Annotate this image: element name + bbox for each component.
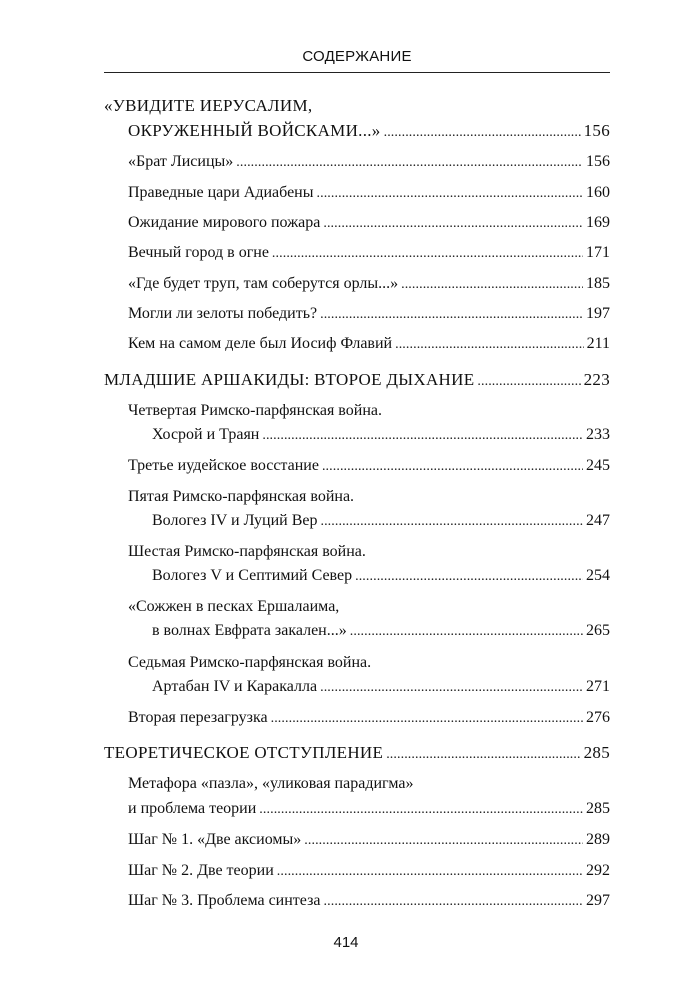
toc-entry-title: Шаг № 3. Проблема синтеза — [128, 892, 321, 909]
toc-entry[interactable] — [128, 891, 610, 912]
toc-entry[interactable] — [128, 334, 610, 355]
toc-entry-title: Вологез V и Септимий Север — [152, 567, 353, 584]
dot-leader — [259, 799, 583, 820]
toc-entry-page: 289 — [586, 831, 610, 848]
toc-entry-title-line: Метафора «пазла», «уликовая парадигма» — [128, 775, 414, 792]
dot-leader — [355, 566, 583, 587]
toc-entry-page: 223 — [583, 370, 610, 389]
toc-entry-title: Третье иудейское восстание — [128, 457, 319, 474]
toc-entry[interactable] — [128, 708, 610, 729]
dot-leader — [386, 743, 580, 765]
toc-entry-page: 285 — [583, 743, 610, 762]
toc-entry-page: 197 — [586, 305, 610, 322]
header-rule — [104, 72, 610, 73]
toc-entry-title: Кем на самом деле был Иосиф Флавий — [128, 335, 393, 352]
toc-entry-page: 265 — [586, 622, 610, 639]
dot-leader — [236, 152, 583, 173]
toc-entry-title: и проблема теории — [128, 800, 257, 817]
dot-leader — [277, 861, 583, 882]
dot-leader — [320, 511, 583, 532]
dot-leader — [320, 677, 583, 698]
dot-leader — [317, 183, 584, 204]
dot-leader — [322, 456, 583, 477]
toc-entry-title: «Где будет труп, там соберутся орлы...» — [128, 275, 399, 292]
toc-entry-title: Праведные цари Адиабены — [128, 184, 314, 201]
toc-entry-title: ОКРУЖЕННЫЙ ВОЙСКАМИ...» — [128, 121, 381, 140]
dot-leader — [401, 274, 583, 295]
toc-section-entry[interactable] — [104, 370, 610, 392]
toc-entry-page: 254 — [586, 567, 610, 584]
toc-entry-page: 185 — [586, 275, 610, 292]
toc-entry-title: Могли ли зелоты победить? — [128, 305, 318, 322]
toc-entry-page: 156 — [583, 121, 610, 140]
toc-entry-title-line: Шестая Римско-парфянская война. — [128, 543, 366, 560]
toc-entry-title: Шаг № 1. «Две аксиомы» — [128, 831, 302, 848]
toc-entry[interactable] — [128, 213, 610, 234]
dot-leader — [320, 304, 583, 325]
toc-entry-title: Ожидание мирового пожара — [128, 214, 321, 231]
toc-entry-title: Шаг № 2. Две теории — [128, 862, 274, 879]
dot-leader — [262, 425, 583, 446]
dot-leader — [395, 334, 584, 355]
toc-entry[interactable] — [152, 677, 610, 698]
toc-entry-page: 211 — [586, 335, 610, 352]
dot-leader — [304, 830, 583, 851]
toc-entry-page: 292 — [586, 862, 610, 879]
toc-entry-title: МЛАДШИЕ АРШАКИДЫ: ВТОРОЕ ДЫХАНИЕ — [104, 370, 475, 389]
toc-entry[interactable] — [128, 274, 610, 295]
toc-section-entry[interactable] — [104, 743, 610, 765]
toc-entry-page: 276 — [586, 709, 610, 726]
toc-entry-page: 171 — [586, 244, 610, 261]
toc-entry-page: 245 — [586, 457, 610, 474]
toc-entry-title: Артабан IV и Каракалла — [152, 678, 318, 695]
toc-entry-title: Вечный город в огне — [128, 244, 269, 261]
toc-entry-page: 297 — [586, 892, 610, 909]
toc-entry[interactable] — [128, 304, 610, 325]
dot-leader — [271, 708, 583, 729]
toc-entry-title-line: Пятая Римско-парфянская война. — [128, 488, 355, 505]
running-header: СОДЕРЖАНИЕ — [302, 48, 412, 65]
page-number: 414 — [333, 934, 359, 951]
toc-entry-page: 285 — [586, 800, 610, 817]
toc-entry-title-line: Четвертая Римско-парфянская война. — [128, 402, 382, 419]
toc-entry[interactable] — [152, 566, 610, 587]
dot-leader — [384, 121, 581, 143]
toc-entry-page: 160 — [586, 184, 610, 201]
toc-entry-title: ТЕОРЕТИЧЕСКОЕ ОТСТУПЛЕНИЕ — [104, 743, 384, 762]
toc-entry-title: Вологез IV и Луций Вер — [152, 512, 318, 529]
dot-leader — [477, 370, 580, 392]
toc-entry-title: Вторая перезагрузка — [128, 709, 268, 726]
toc-entry[interactable] — [128, 152, 610, 173]
dot-leader — [323, 213, 583, 234]
toc-entry-title-line: Седьмая Римско-парфянская война. — [128, 654, 372, 671]
toc-entry-page: 156 — [586, 153, 610, 170]
toc-entry[interactable] — [128, 830, 610, 851]
toc-entry-page: 233 — [586, 426, 610, 443]
toc-entry-title: Хосрой и Траян — [152, 426, 260, 443]
toc-section-title-line: «УВИДИТЕ ИЕРУСАЛИМ, — [104, 96, 313, 115]
toc-entry-page: 247 — [586, 512, 610, 529]
toc-entry[interactable] — [128, 799, 610, 820]
toc-entry[interactable] — [152, 621, 610, 642]
toc-entry[interactable] — [128, 243, 610, 264]
toc-entry-title: «Брат Лисицы» — [128, 153, 234, 170]
toc-section-entry[interactable] — [128, 121, 610, 143]
dot-leader — [350, 621, 583, 642]
toc-entry-title-line: «Сожжен в песках Ершалаима, — [128, 598, 340, 615]
toc-entry[interactable] — [128, 183, 610, 204]
toc-entry[interactable] — [152, 511, 610, 532]
toc-entry-page: 169 — [586, 214, 610, 231]
toc-entry-title: в волнах Евфрата закален...» — [152, 622, 347, 639]
toc-entry[interactable] — [152, 425, 610, 446]
dot-leader — [272, 243, 583, 264]
toc-entry[interactable] — [128, 456, 610, 477]
dot-leader — [324, 891, 583, 912]
toc-entry-page: 271 — [586, 678, 610, 695]
toc-entry[interactable] — [128, 861, 610, 882]
